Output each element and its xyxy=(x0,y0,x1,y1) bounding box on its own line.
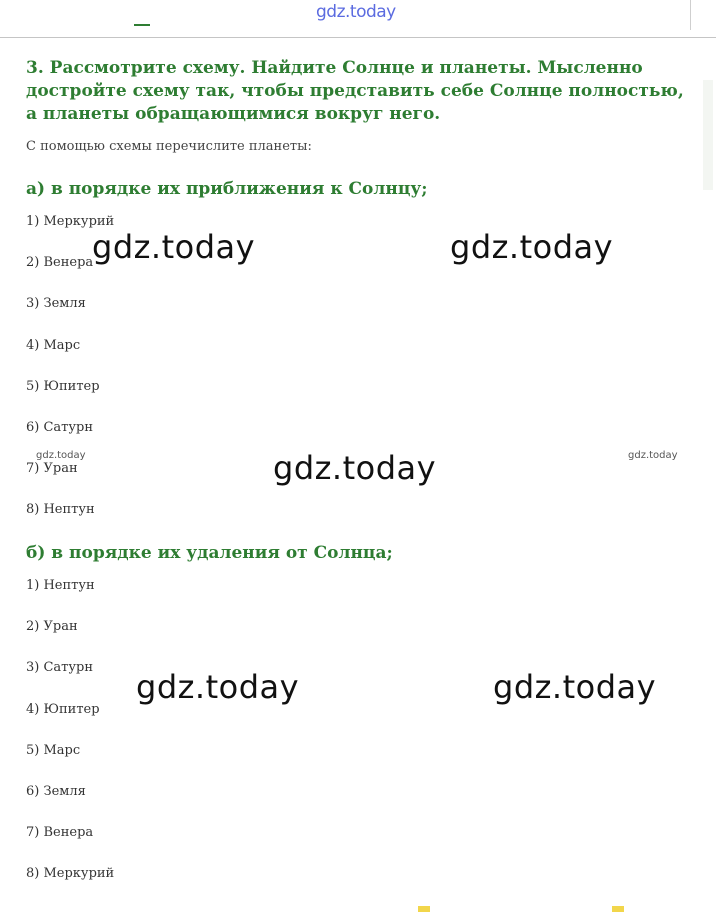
watermark: gdz.today xyxy=(136,668,300,706)
section-a-heading: а) в порядке их приближения к Солнцу; xyxy=(26,179,428,199)
list-item: 3) Земля xyxy=(26,296,86,312)
header-accent-line xyxy=(134,24,150,26)
list-item: 4) Юпитер xyxy=(26,701,100,717)
list-item: 4) Марс xyxy=(26,337,81,353)
task-content xyxy=(26,57,696,156)
site-logo[interactable]: gdz.today xyxy=(316,2,396,22)
planet-list-receding xyxy=(26,577,114,907)
list-item: 8) Меркурий xyxy=(26,866,115,882)
bottom-accent xyxy=(418,906,430,912)
section-b-heading: б) в порядке их удаления от Солнца; xyxy=(26,543,393,563)
watermark-small: gdz.today xyxy=(628,450,678,461)
list-item: 5) Юпитер xyxy=(26,378,100,394)
list-item: 1) Меркурий xyxy=(26,214,115,229)
header-bottom-rule xyxy=(0,37,716,38)
site-header xyxy=(0,0,716,38)
list-item: 7) Венера xyxy=(26,825,94,841)
header-divider xyxy=(690,0,691,30)
list-item: 6) Сатурн xyxy=(26,419,93,435)
list-item: 2) Уран xyxy=(26,619,78,635)
list-item: 8) Нептун xyxy=(26,502,95,518)
list-item: 1) Нептун xyxy=(26,578,95,593)
watermark-small: gdz.today xyxy=(36,450,86,461)
list-item: 5) Марс xyxy=(26,742,81,758)
list-item: 7) Уран xyxy=(26,461,78,477)
task-title: 3. Рассмотрите схему. Найдите Солнце и планеты. Мысленно достройте схему так, чтобы представить себе Солнце полностью, а планеты обращающимися вокруг него. xyxy=(26,58,684,124)
side-decoration xyxy=(703,80,713,190)
watermark: gdz.today xyxy=(273,449,437,487)
watermark: gdz.today xyxy=(450,228,614,266)
task-intro: С помощью схемы перечислите планеты: xyxy=(26,139,312,154)
list-item: 2) Венера xyxy=(26,255,94,271)
watermark: gdz.today xyxy=(92,228,256,266)
bottom-accent xyxy=(612,906,624,912)
list-item: 3) Сатурн xyxy=(26,660,93,676)
watermark: gdz.today xyxy=(493,668,657,706)
list-item: 6) Земля xyxy=(26,783,86,799)
